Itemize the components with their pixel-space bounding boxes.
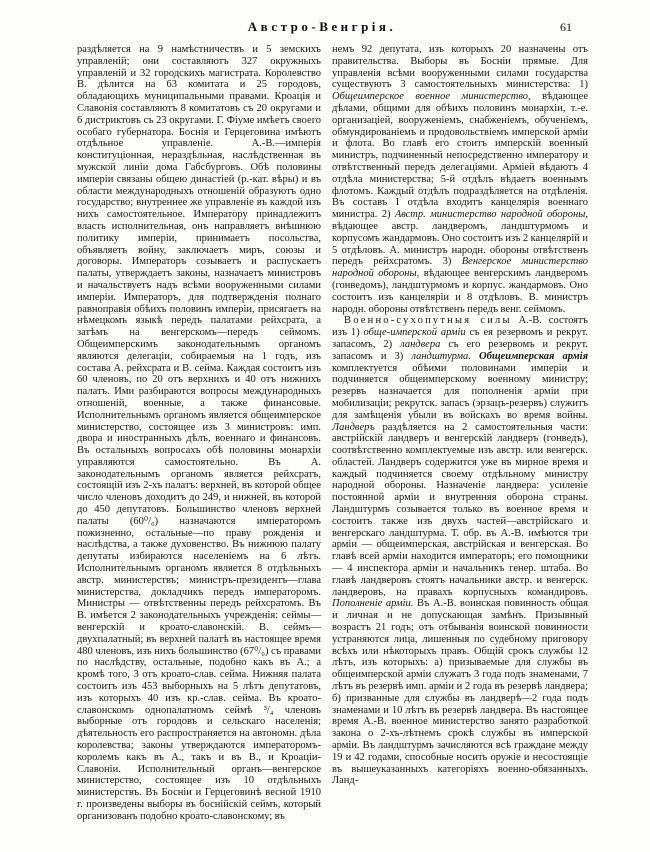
page-number: 61	[560, 20, 572, 34]
text-run: ландштурма.	[411, 350, 471, 362]
text-run: комплектуется обѣими половинами имперіи и подчиняется общеимперскому военному министру; резервъ назначается для пополненія арміи при мобилизаціи; рекрутск. запасъ (эрзацъ-резервъ) служитъ для замѣщенія убыли въ войскахъ во время войны.	[332, 362, 588, 421]
text-run: съ его резервомъ и рекрут. запасомъ и 3)	[332, 338, 588, 362]
text-run: немъ 92 депутата, изъ которыхъ 20 назначены отъ правительства. Выборы въ Босніи прямые. Для управленія всѣми вооруженными силами государства существуютъ 3 самостоятельныхъ министерства: 1)	[332, 44, 588, 91]
text-run: Въ А.-В. воинская повинность общая и личная и не допускающая замѣнъ. Призывный возрастъ 21 годъ; отъ отбыванія воинской повинности устраняются лица, лишенныя по судебному приговору всѣхъ или нѣкоторыхъ правъ. Общій срокъ службы 12 лѣтъ, изъ которыхъ: а) призываемые для службы въ общеимперской арміи служатъ 3 года подъ знаменами, 7 лѣтъ въ резервѣ имп. арміи и 2 года въ резервѣ ландвера; б) призванные для службы въ ландверѣ—2 года подъ знаменами и 10 лѣтъ въ резервѣ ландвера. Въ настоящее время А.-В. военное министерство занято разработкой закона о 2-хъ-лѣтнемъ срокѣ службы въ имперской арміи. Въ ландштурмъ зачисляются всѣ граждане между 19 и 42 годами, способные носить оружіе и несостоящіе въ вышеуказанныхъ категоріяхъ военно-обязанныхъ. Ланд-	[332, 598, 588, 787]
text-run: Пополненіе арміи.	[332, 598, 414, 610]
text-run: Общеимперское военное министерство,	[332, 91, 531, 103]
text-run: раздѣляется на 9 намѣстничествъ и 5 земскихъ управленій; они составляютъ 327 окружныхъ управленій и 32 городскихъ магистрата. Королевство В. дѣлится на 63 комитата и 25 городовъ, обладающихъ муниципальными правами. Кроація и Славонія составляютъ 8 комитатовъ съ 20 округами и 6 дистриктовъ съ 23 округами. Г. Фіуме имѣетъ своего особаго губернатора. Боснія и Герцеговина имѣютъ отдѣльное управленіе. А.-В.—имперія конституціонная, нераздѣльная, наслѣдственная въ мужской линіи дома Габсбурговъ. Обѣ половины имперіи связаны общею династіей (р.-кат. вѣры) и въ области международныхъ отношеній образуютъ одно государство; внутреннее же управленіе въ каждой изъ нихъ самостоятельное. Императору принадлежитъ власть исполнительная, онъ направляетъ внѣшнюю политику имперіи, принимаетъ посольства, объявляетъ войну, заключаетъ миръ, союзы и договоры. Императоръ созываетъ и распускаетъ палаты, утверждаетъ законы, назначаетъ министровъ и начальствуетъ надъ всѣми вооруженными силами имперіи. Императоръ, для подтвержденія полнаго равноправія обѣихъ половинъ имперіи, присягаетъ на нѣмецкомъ языкѣ передъ палатами рейхсрата, а затѣмъ на венгерскомъ—передъ сеймомъ. Общеимперскимъ законодательнымъ органомъ являются делегаціи, собираемыя на 1 годъ, изъ состава А. рейхсрата и В. сейма. Каждая состоитъ изъ 60 членовъ, по 20 отъ верхнихъ и 40 отъ нижнихъ палатъ. Ими разбираются вопросы международныхъ отношеній, военные, а также финансовые. Исполнительнымъ органомъ является общеимперское министерство, состоящее изъ 3 министровъ: имп. двора и иностранныхъ дѣлъ, военнаго и финансовъ. Въ остальныхъ вопросахъ обѣ половины монархіи управляются самостоятельно. Въ А. законодательнымъ органомъ является рейхсратъ, состоящій изъ 2-хъ палатъ: верхней, въ которой общее число членовъ доходитъ до 249, и нижней, въ которой до 450 депутатовъ. Большинство членовъ верхней палаты (60⁰/₀) назначаются императоромъ пожизненно, остальные—по праву рожденія и наслѣдства, а также духовенство. Въ нижнюю палату депутаты избираются населеніемъ на 6 лѣтъ. Исполнительнымъ органомъ является 8 отдѣльныхъ австр. министерствъ; министръ-президентъ—глава министерства, докладчикъ передъ императоромъ. Министры — отвѣтственны передъ рейхсратомъ. Въ В. имѣется 2 законодательныхъ учрежденія: сеймы—венгерскій и кроато-славонскій. В. сеймъ—двухпалатный; въ верхней палатѣ въ настоящее время 480 членовъ, изъ нихъ большинство (67⁰/₀) съ правами по наслѣдству, остальные, подобно какъ въ А.; а кромѣ того, 3 отъ кроато-слав. сейма. Нижняя палата состоитъ изъ 453 выборныхъ на 5 лѣтъ депутатовъ, изъ которыхъ 40 изъ кр.-слав. сейма. Въ кроато-славонскомъ однопалатномъ сеймѣ ³/₄ членовъ выборные отъ городовъ и сельскаго населенія; дѣятельность его распространяется на автономн. дѣла королевства; законы утверждаются императоромъ-королемъ какъ въ А., такъ и въ В., и Кроаціи-Славоніи. Исполнительный органъ—венгерское министерство, состоящее изъ 10 отдѣльныхъ министерствъ. Въ Босніи и Герцеговинѣ весной 1910 г. произведены выборы въ боснійскій сеймъ, который организованъ подобно кроато-славонскому; въ	[77, 44, 321, 822]
text-run: обще-имперской арміи	[363, 327, 466, 339]
text-run: вѣдающее австр. ландверомъ, ландштурмомъ и корпусомъ жандармовъ. Оно состоитъ изъ 2 канцелярій и 5 отдѣловъ. А. министръ народн. обороны отвѣтственъ передъ рейхсратомъ. 3)	[332, 220, 588, 268]
text-run: Австр. министерство народной обороны,	[394, 209, 588, 221]
paragraph	[332, 44, 588, 315]
text-block	[77, 44, 588, 823]
text-run: Военно-сухопутныя силы	[344, 315, 512, 327]
text-run: вѣдающее дѣлами, общими для обѣихъ половинъ монархіи, т.-е. организаціей, вооруженіемъ, снабженіемъ, обученіемъ, обмундированіемъ и продовольствіемъ имперской арміи и флота. Во главѣ его стоитъ имперскій военный министръ, подчиненный непосредственно императору и отвѣтственный передъ делегаціями. Арміей вѣдаютъ 4 отдѣла министерства; 5-й отдѣлъ вѣдаетъ военнымъ флотомъ. Каждый отдѣлъ подраздѣляется на отдѣленія. Въ составъ I отдѣла входитъ канцелярія военнаго министра. 2)	[332, 91, 588, 221]
paragraph	[77, 44, 321, 823]
paragraph	[332, 315, 588, 787]
text-run: Венгерское министерство народной обороны,	[332, 256, 588, 280]
text-column-right	[332, 44, 588, 823]
text-run: Ландверъ	[332, 421, 375, 433]
text-run: съ ея резервомъ и рекрут. запасомъ, 2)	[332, 327, 588, 350]
text-run: раздѣляется на 2 самостоятельныя части: австрійскій ландверъ и венгерскій ландверъ (гонведъ), соотвѣтственно комплектуемые изъ австр. или венгерск. областей. Ландверъ содержится уже въ мирное время и каждый подчиняется своему отдѣльному министру народной обороны. Назначеніе ландвера: усиленіе постоянной арміи и внутренняя оборона страны. Ландштурмъ созывается только въ военное время и состоитъ также изъ двухъ частей—австрійскаго и венгерскаго ландштурма. Т. обр. въ А.-В. имѣются три арміи — общеимперская, австрійская и венгерская. Во главѣ всей арміи находится императоръ; его помощники — 4 инспектора арміи и начальникъ генер. штаба. Во главѣ ландверовъ стоятъ начальники австр. и венгерск. ландверовъ, на правахъ корпусныхъ командировъ.	[332, 421, 588, 598]
text-run: ландвера	[400, 338, 441, 350]
running-title: Австро-Венгрія.	[247, 19, 397, 34]
text-run: вѣдающее венгерскимъ ландверомъ (гонведомъ), ландштурмомъ и корпус. жандармовъ. Оно состоитъ изъ канцеляріи и 8 отдѣловъ. В. министръ народн. обороны отвѣтственъ передъ венг. сеймомъ.	[332, 268, 588, 315]
text-run	[471, 351, 479, 362]
text-run: А.-В. состоятъ изъ 1)	[332, 315, 588, 339]
text-run: Общеимперская армія	[479, 350, 588, 362]
text-column-left	[77, 44, 321, 823]
